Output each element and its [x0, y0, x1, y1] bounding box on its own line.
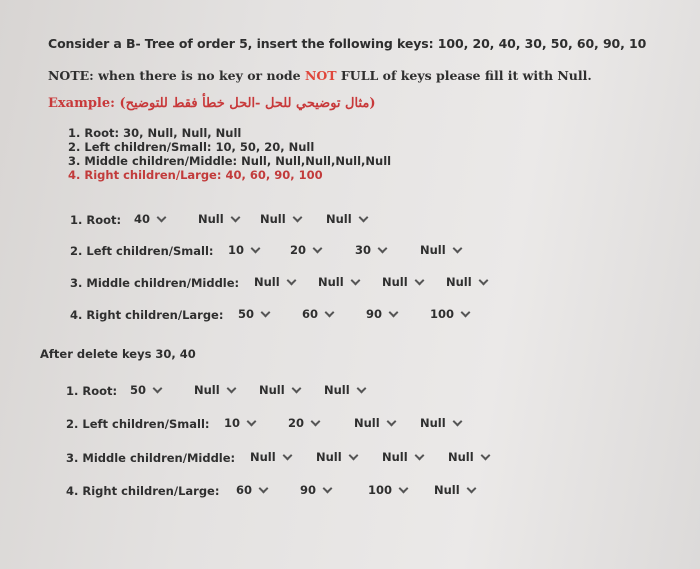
root-key-4-select[interactable]: Null [326, 209, 367, 229]
row-label: 1. Root: [70, 213, 122, 227]
chevron-down-icon [251, 243, 261, 253]
left-key-1-select[interactable]: 10 [228, 240, 259, 260]
example-list [68, 126, 391, 182]
chevron-down-icon [323, 483, 333, 493]
chevron-down-icon [461, 307, 471, 317]
del-right-key-4-select[interactable]: Null [434, 480, 475, 500]
chevron-down-icon [358, 212, 368, 222]
chevron-down-icon [247, 416, 257, 426]
question-text: Consider a B- Tree of order 5, insert the following keys: 100, 20, 40, 30, 50, 60, 90, 10 [48, 36, 647, 51]
chevron-down-icon [157, 212, 167, 222]
chevron-down-icon [389, 307, 399, 317]
chevron-down-icon [291, 383, 301, 393]
chevron-down-icon [452, 243, 462, 253]
note-prefix: NOTE: when there is no key or node [48, 68, 305, 83]
root-key-2-select[interactable]: Null [198, 209, 239, 229]
row-label: 3. Middle children/Middle: [70, 276, 240, 290]
row-label: 2. Left children/Small: [66, 417, 210, 431]
chevron-down-icon [259, 483, 269, 493]
chevron-down-icon [386, 416, 396, 426]
row-label: 2. Left children/Small: [70, 244, 214, 258]
chevron-down-icon [153, 383, 163, 393]
chevron-down-icon [348, 450, 358, 460]
note-suffix: FULL of keys please fill it with Null. [336, 68, 592, 83]
chevron-down-icon [325, 307, 335, 317]
chevron-down-icon [261, 307, 271, 317]
row-label: 4. Right children/Large: [66, 484, 220, 498]
row-label: 4. Right children/Large: [70, 308, 224, 322]
del-left-key-4-select[interactable]: Null [420, 413, 461, 433]
right-key-1-select[interactable]: 50 [238, 304, 269, 324]
row-label: 3. Middle children/Middle: [66, 451, 236, 465]
note-text [48, 68, 592, 83]
chevron-down-icon [478, 275, 488, 285]
chevron-down-icon [399, 483, 409, 493]
del-root-key-3-select[interactable]: Null [259, 380, 300, 400]
del-middle-key-1-select[interactable]: Null [250, 447, 291, 467]
right-key-3-select[interactable]: 90 [366, 304, 397, 324]
middle-key-3-select[interactable]: Null [382, 272, 423, 292]
del-left-key-1-select[interactable]: 10 [224, 413, 255, 433]
del-root-key-4-select[interactable]: Null [324, 380, 365, 400]
del-right-key-2-select[interactable]: 90 [300, 480, 331, 500]
chevron-down-icon [311, 416, 321, 426]
chevron-down-icon [414, 450, 424, 460]
example-label: Example: (مثال توضيحي للحل -الحل خطأ فقط للتوضيح) [48, 96, 376, 111]
del-middle-key-3-select[interactable]: Null [382, 447, 423, 467]
middle-key-4-select[interactable]: Null [446, 272, 487, 292]
left-key-3-select[interactable]: 30 [355, 240, 386, 260]
left-key-2-select[interactable]: 20 [290, 240, 321, 260]
note-highlight: NOT [304, 68, 337, 83]
example-line-right: 4. Right children/Large: 40, 60, 90, 100 [68, 168, 323, 182]
left-key-4-select[interactable]: Null [420, 240, 461, 260]
example-line-left: 2. Left children/Small: 10, 50, 20, Null [68, 140, 315, 154]
del-left-key-3-select[interactable]: Null [354, 413, 395, 433]
chevron-down-icon [480, 450, 490, 460]
chevron-down-icon [226, 383, 236, 393]
after-delete-heading: After delete keys 30, 40 [40, 347, 196, 361]
chevron-down-icon [286, 275, 296, 285]
right-key-4-select[interactable]: 100 [430, 304, 469, 324]
example-line-middle: 3. Middle children/Middle: Null, Null,Null,Null,Null [68, 154, 392, 168]
root-key-3-select[interactable]: Null [260, 209, 301, 229]
chevron-down-icon [356, 383, 366, 393]
middle-key-2-select[interactable]: Null [318, 272, 359, 292]
del-middle-key-2-select[interactable]: Null [316, 447, 357, 467]
del-middle-key-4-select[interactable]: Null [448, 447, 489, 467]
chevron-down-icon [414, 275, 424, 285]
right-key-2-select[interactable]: 60 [302, 304, 333, 324]
example-line-root: 1. Root: 30, Null, Null, Null [68, 126, 242, 140]
del-left-key-2-select[interactable]: 20 [288, 413, 319, 433]
middle-key-1-select[interactable]: Null [254, 272, 295, 292]
del-right-key-3-select[interactable]: 100 [368, 480, 407, 500]
chevron-down-icon [313, 243, 323, 253]
chevron-down-icon [378, 243, 388, 253]
chevron-down-icon [282, 450, 292, 460]
del-root-key-2-select[interactable]: Null [194, 380, 235, 400]
del-root-key-1-select[interactable]: 50 [130, 380, 161, 400]
row-label: 1. Root: [66, 384, 118, 398]
chevron-down-icon [466, 483, 476, 493]
del-right-key-1-select[interactable]: 60 [236, 480, 267, 500]
root-key-1-select[interactable]: 40 [134, 209, 165, 229]
chevron-down-icon [230, 212, 240, 222]
chevron-down-icon [350, 275, 360, 285]
chevron-down-icon [452, 416, 462, 426]
chevron-down-icon [292, 212, 302, 222]
